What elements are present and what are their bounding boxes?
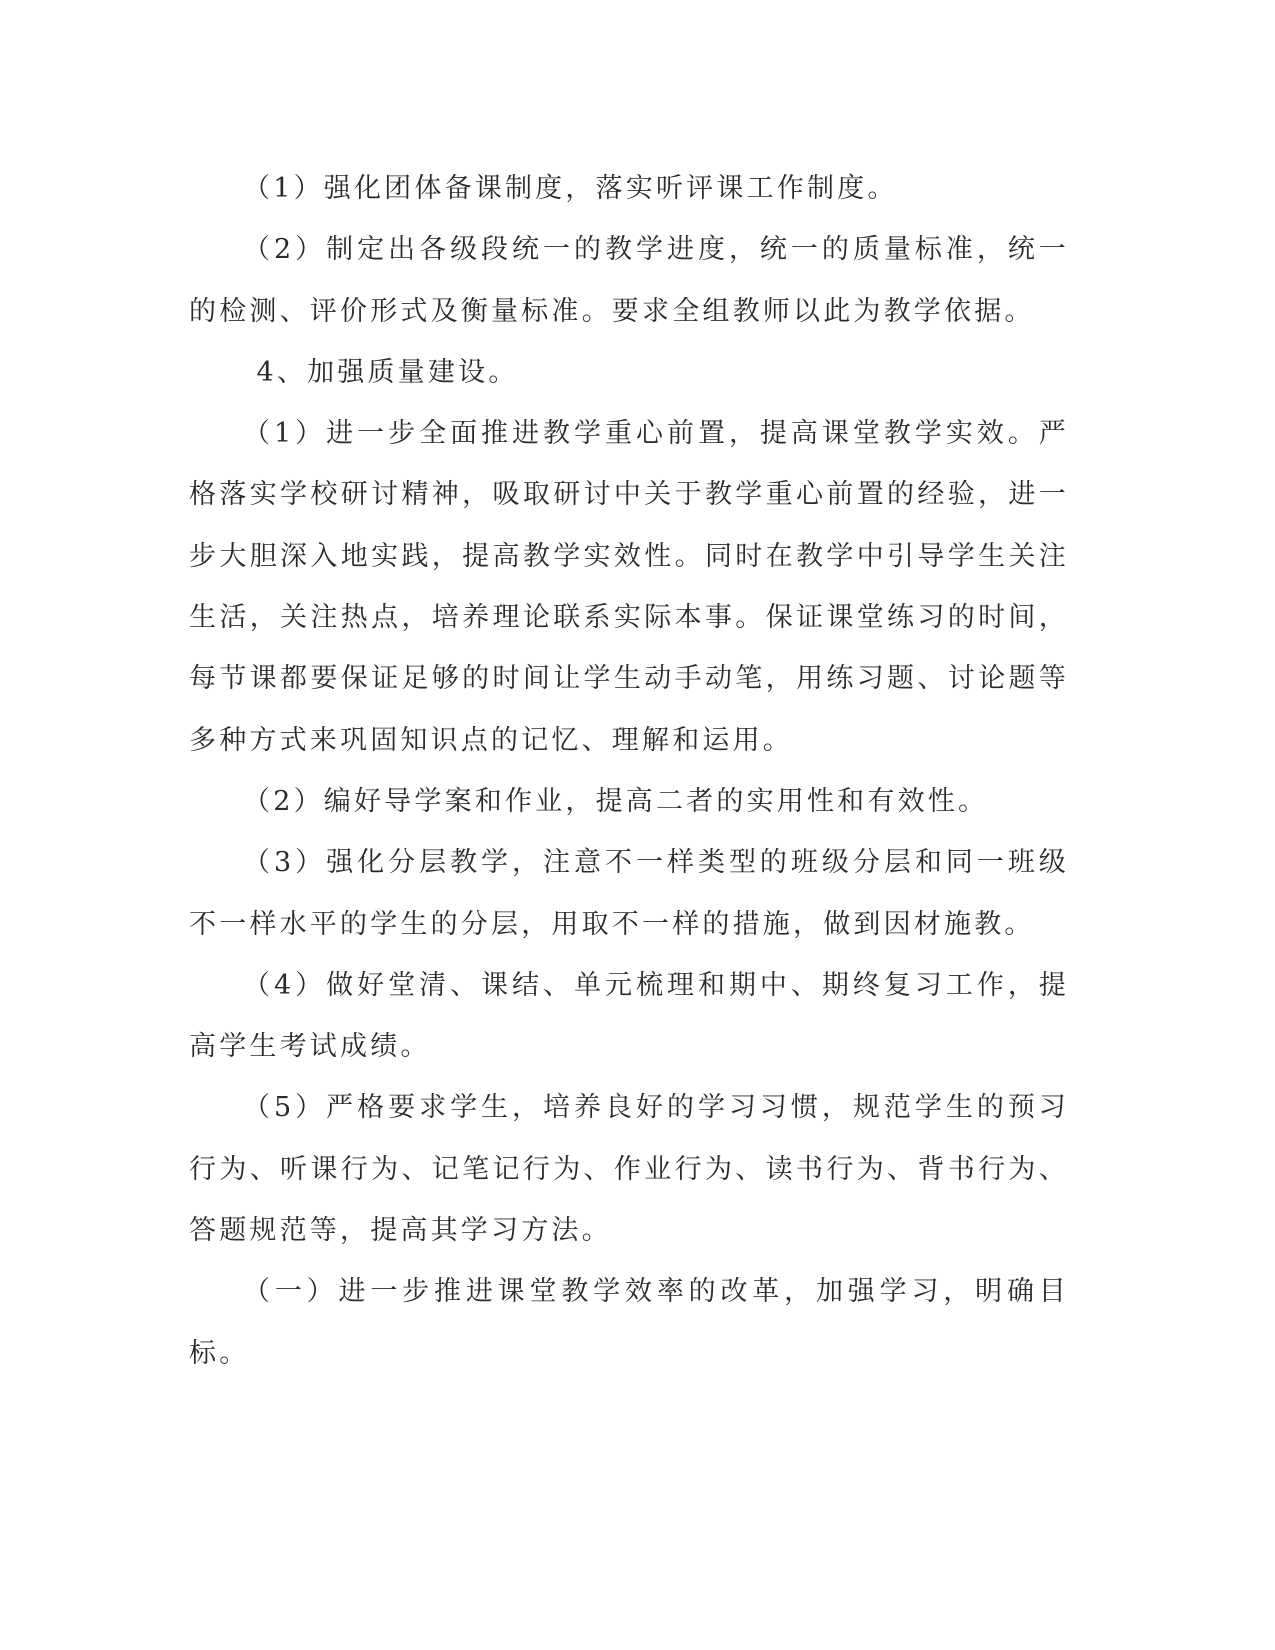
section-heading: 4、加强质量建设。 — [256, 356, 519, 388]
paragraph-7: （5）严格要求学生，培养良好的学习习惯，规范学生的预习行为、听课行为、记笔记行为、作业行为、读书行为、背书行为、答题规范等，提高其学习方法。 — [189, 1092, 1069, 1247]
paragraph-6: （4）做好堂清、课结、单元梳理和期中、期终复习工作，提高学生考试成绩。 — [189, 969, 1069, 1063]
paragraph-3: （1）进一步全面推进教学重心前置，提高课堂教学实效。严格落实学校研讨精神，吸取研讨中关于教学重心前置的经验，进一步大胆深入地实践，提高教学实效性。同时在教学中引导学生关注生活，关注热点，培养理论联系实际本事。保证课堂练习的时间，每节课都要保证足够的时间让学生动手动笔，用练习题、讨论题等多种方式来巩固知识点的记忆、理解和运用。 — [189, 418, 1069, 756]
document-body — [189, 158, 1069, 1384]
paragraph-5: （3）强化分层教学，注意不一样类型的班级分层和同一班级不一样水平的学生的分层，用取不一样的措施，做到因材施教。 — [189, 847, 1069, 940]
paragraph-8: （一）进一步推进课堂教学效率的改革，加强学习，明确目标。 — [189, 1276, 1069, 1369]
paragraph-2: （2）制定出各级段统一的教学进度，统一的质量标准，统一的检测、评价形式及衡量标准。要求全组教师以此为教学依据。 — [189, 234, 1069, 327]
paragraph-4: （2）编好导学案和作业，提高二者的实用性和有效性。 — [243, 785, 989, 817]
paragraph-1: （1）强化团体备课制度，落实听评课工作制度。 — [243, 173, 898, 204]
